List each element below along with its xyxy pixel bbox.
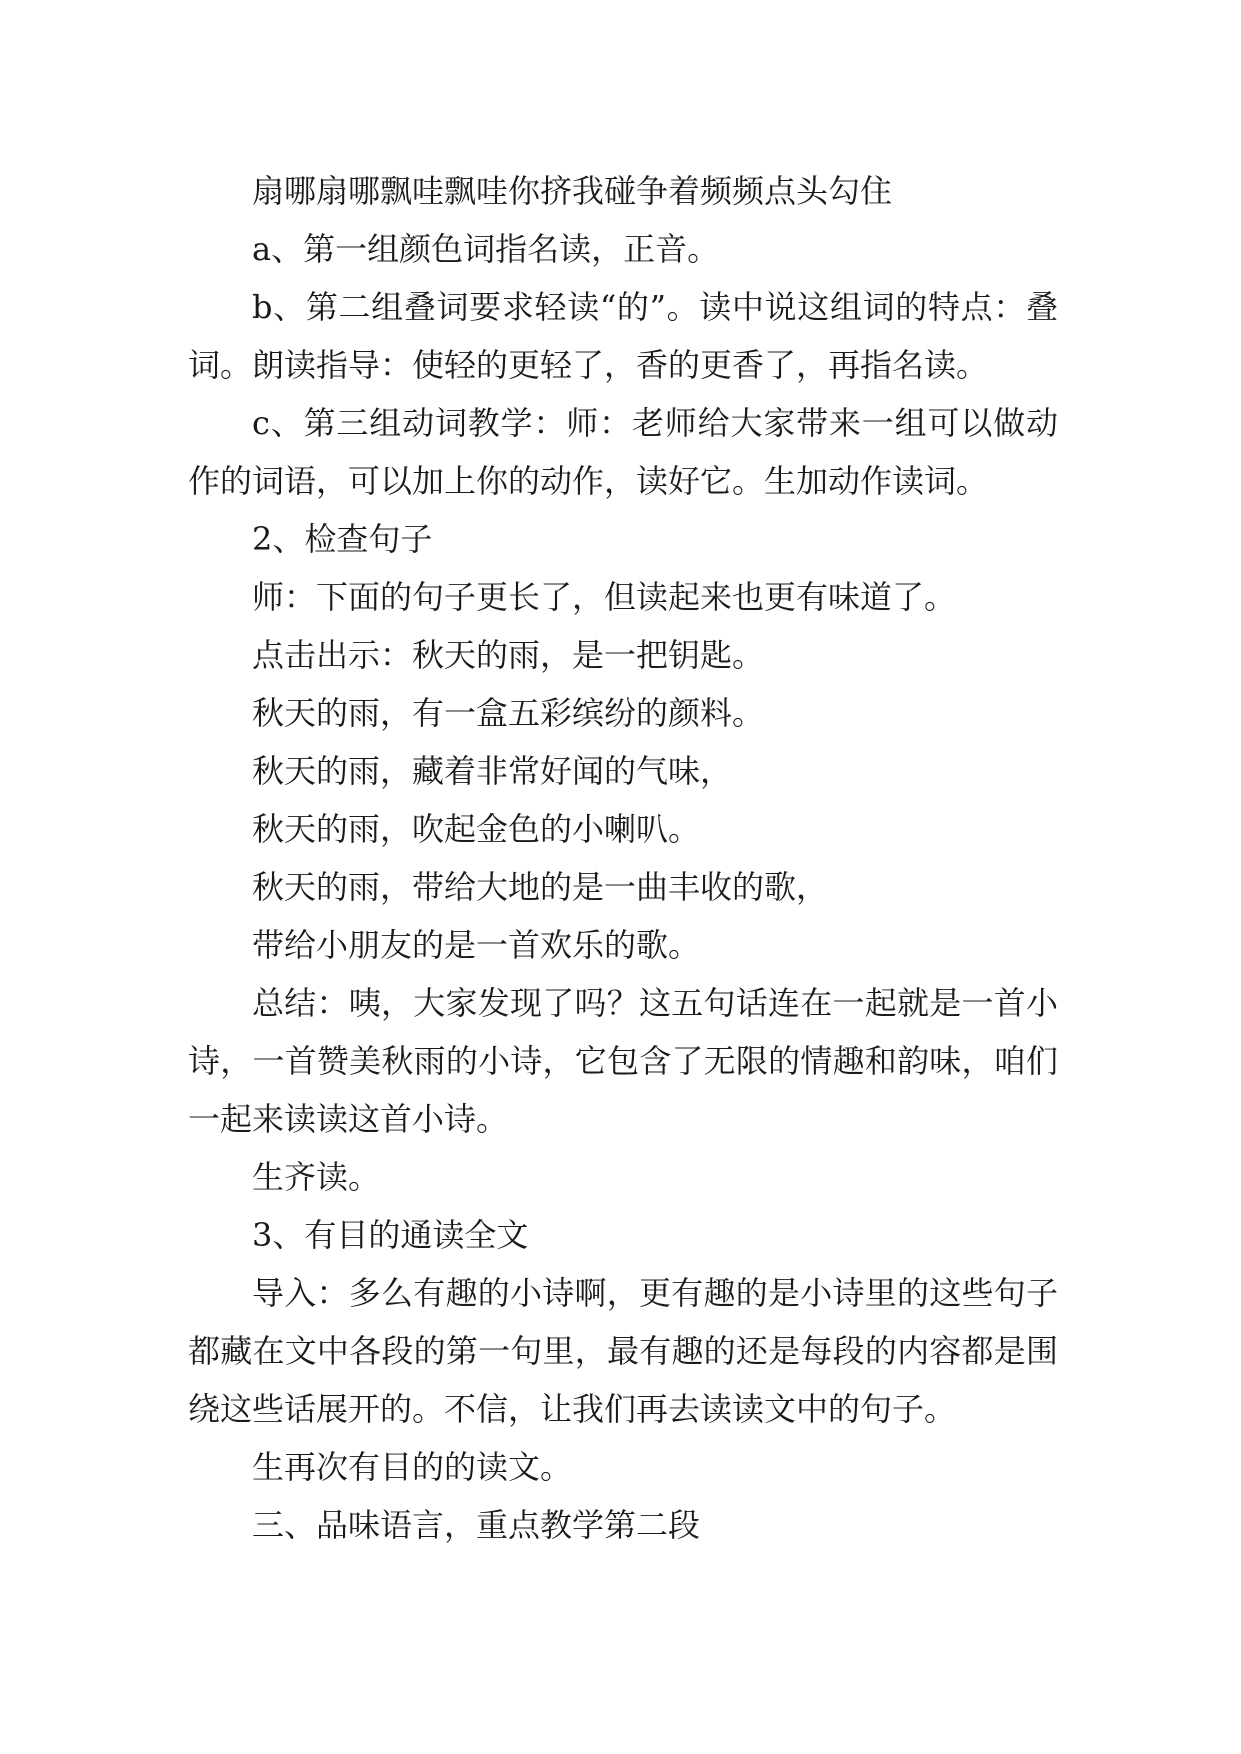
paragraph-sentence-trumpet: 秋天的雨，吹起金色的小喇叭。: [252, 810, 701, 848]
paragraph-color-words: a、第一组颜色词指名读，正音。: [252, 230, 720, 268]
paragraph-teacher-intro: 师：下面的句子更长了，但读起来也更有味道了。: [252, 578, 957, 616]
paragraph-sentence-smell: 秋天的雨，藏着非常好闻的气味，: [252, 752, 733, 790]
paragraph-lead-in: 导入：多么有趣的小诗啊，更有趣的是小诗里的这些句子都藏在文中各段的第一句里，最有趣的还是每段的内容都是围绕这些话展开的。不信，让我们再去读读文中的句子。: [188, 1274, 1058, 1428]
paragraph-read-together: 生齐读。: [252, 1158, 381, 1196]
paragraph-sentence-key: 点击出示：秋天的雨，是一把钥匙。: [252, 636, 765, 674]
paragraph-read-again: 生再次有目的的读文。: [252, 1448, 573, 1486]
paragraph-reduplicated-words: b、第二组叠词要求轻读“的”。读中说这组词的特点：叠词。朗读指导：使轻的更轻了，香的更香了，再指名读。: [188, 288, 1058, 384]
paragraph-summary: 总结：咦，大家发现了吗？这五句话连在一起就是一首小诗，一首赞美秋雨的小诗，它包含了无限的情趣和韵味，咱们一起来读读这首小诗。: [188, 984, 1058, 1138]
paragraph-sentence-joy: 带给小朋友的是一首欢乐的歌。: [252, 926, 701, 964]
paragraph-word-list: 扇哪扇哪飘哇飘哇你挤我碰争着频频点头勾住: [252, 172, 893, 210]
heading-purposeful-reading: 3、有目的通读全文: [252, 1216, 529, 1254]
paragraph-sentence-harvest: 秋天的雨，带给大地的是一曲丰收的歌，: [252, 868, 829, 906]
document-body: [188, 162, 1058, 1554]
heading-check-sentences: 2、检查句子: [252, 520, 433, 558]
paragraph-sentence-paint: 秋天的雨，有一盒五彩缤纷的颜料。: [252, 694, 765, 732]
heading-section-three: 三、品味语言，重点教学第二段: [252, 1506, 701, 1544]
paragraph-verb-teaching: c、第三组动词教学：师：老师给大家带来一组可以做动作的词语，可以加上你的动作，读好它。生加动作读词。: [188, 404, 1058, 500]
